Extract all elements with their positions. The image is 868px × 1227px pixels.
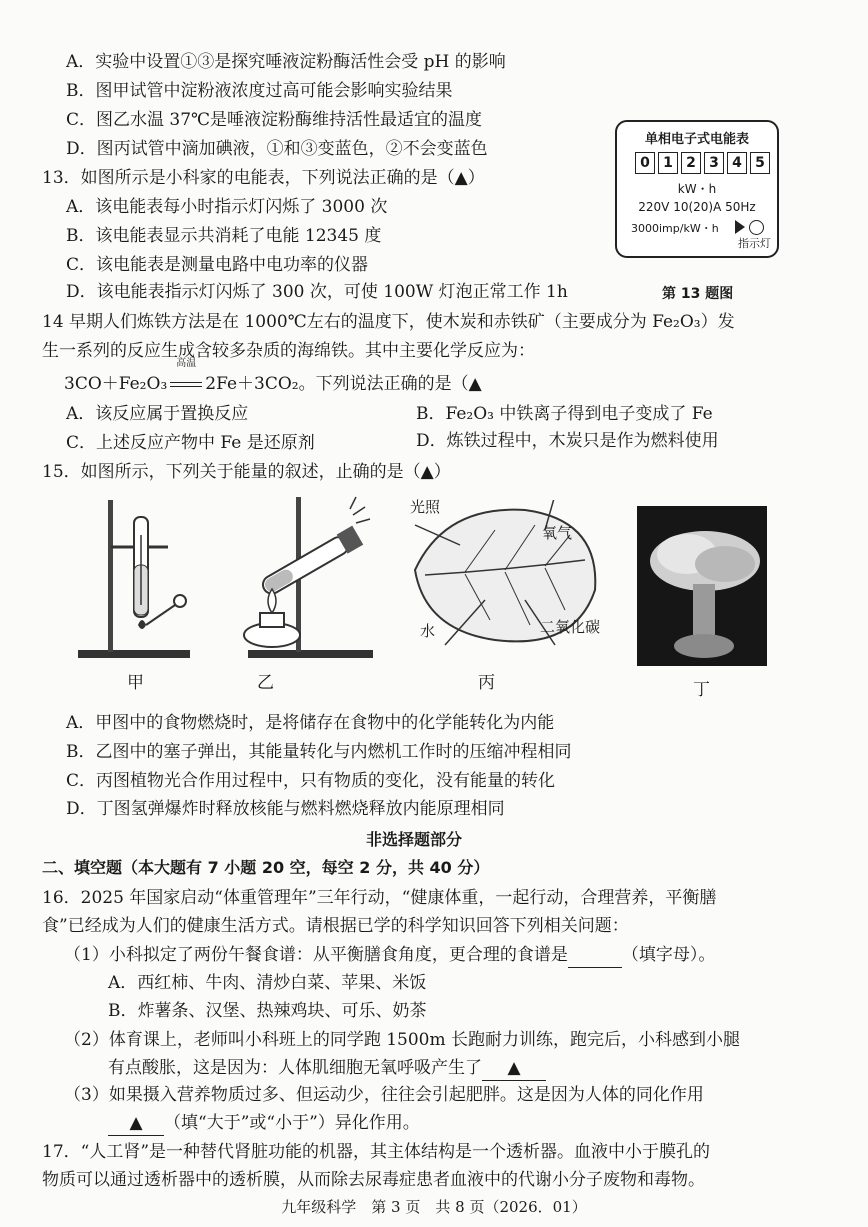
q16-sub3-answer-blank[interactable]: ▲ — [108, 1111, 164, 1136]
q16-line1: 16．2025 年国家启动“体重管理年”三年行动，“健康体重，一起行动，合理营养，平衡膳 — [42, 888, 717, 908]
meter-unit: kW・h — [677, 182, 717, 196]
section-title: 非选择题部分 — [366, 830, 463, 849]
energy-meter-figure — [615, 120, 779, 258]
q12-option-c: C．图乙水温 37℃是唾液淀粉酶维持活性最适宜的温度 — [66, 110, 483, 130]
q13-option-d: D．该电能表指示灯闪烁了 300 次，可使 100W 灯泡正常工作 1h — [66, 282, 568, 302]
q14-stem-line1: 14 早期人们炼铁方法是在 1000℃左右的温度下，使木炭和赤铁矿（主要成分为 Fe₂O₃）发 — [42, 312, 735, 332]
figure-jia-food-burning — [78, 495, 198, 665]
meter-digit: 2 — [681, 152, 701, 174]
q12-option-a: A．实验中设置①③是探究唾液淀粉酶活性会受 pH 的影响 — [66, 52, 506, 72]
q15-option-b: B．乙图中的塞子弹出，其能量转化与内燃机工作时的压缩冲程相同 — [66, 742, 572, 762]
meter-digit: 1 — [658, 152, 678, 174]
q16-line2: 食”已经成为人们的健康生活方式。请根据已学的科学知识回答下列相关问题： — [42, 916, 629, 936]
q16-menu-a: A．西红柿、牛肉、清炒白菜、苹果、米饭 — [108, 973, 427, 993]
equation-left: 3CO＋Fe₂O₃ — [64, 374, 168, 394]
q14-option-b: B．Fe₂O₃ 中铁离子得到电子变成了 Fe — [416, 404, 713, 424]
q16-sub3-text: （填“大于”或“小于”）异化作用。 — [164, 1113, 420, 1133]
q16-sub3-line1: （3）如果摄入营养物质过多、但运动少，往往会引起肥胖。这是因为人体的同化作用 — [64, 1085, 704, 1105]
leaf-label-co2: 二氧化碳 — [540, 618, 601, 636]
figure-label-ding: 丁 — [693, 680, 710, 700]
q17-line1: 17．“人工肾”是一种替代肾脏功能的机器，其主体结构是一个透析器。血液中小于膜孔的 — [42, 1142, 711, 1162]
q14-option-a: A．该反应属于置换反应 — [66, 404, 249, 424]
meter-digit: 5 — [750, 152, 770, 174]
q16-sub2-answer-blank[interactable]: ▲ — [482, 1056, 546, 1081]
q16-sub1-answer-blank[interactable] — [568, 943, 622, 968]
q15-option-a: A．甲图中的食物燃烧时，是将储存在食物中的化学能转化为内能 — [66, 713, 555, 733]
meter-digits — [635, 152, 773, 174]
q16-sub1 — [64, 943, 715, 968]
meter-impulse: 3000imp/kW・h — [631, 222, 719, 235]
q13-option-c: C．该电能表是测量电路中电功率的仪器 — [66, 255, 369, 275]
q14-option-c: C．上述反应产物中 Fe 是还原剂 — [66, 433, 315, 453]
q16-sub2-text: 有点酸胀，这是因为：人体肌细胞无氧呼吸产生了 — [108, 1058, 482, 1078]
q13-figure-caption: 第 13 题图 — [662, 286, 734, 302]
q12-option-d: D．图丙试管中滴加碘液，①和③变蓝色，②不会变蓝色 — [66, 139, 488, 159]
q12-option-b: B．图甲试管中淀粉液浓度过高可能会影响实验结果 — [66, 81, 453, 101]
leaf-label-light: 光照 — [410, 498, 441, 516]
meter-digit: 3 — [704, 152, 724, 174]
indicator-light-icon — [749, 220, 764, 235]
q15-stem: 15．如图所示，下列关于能量的叙述，止确的是（▲） — [42, 462, 451, 482]
indicator-arrow-icon — [735, 220, 745, 234]
meter-digit: 4 — [727, 152, 747, 174]
part2-heading: 二、填空题（本大题有 7 小题 20 空，每空 2 分，共 40 分） — [42, 858, 490, 877]
q13-option-b: B．该电能表显示共消耗了电能 12345 度 — [66, 226, 382, 246]
meter-indicator-label: 指示灯 — [738, 237, 771, 250]
q16-menu-b: B．炸薯条、汉堡、热辣鸡块、可乐、奶茶 — [108, 1001, 427, 1021]
figure-label-yi: 乙 — [257, 673, 274, 693]
q14-stem-line2: 生一系列的反应生成含较多杂质的海绵铁。其中主要化学反应为： — [42, 341, 535, 361]
page-footer: 九年级科学 第 3 页 共 8 页（2026．01） — [281, 1198, 587, 1216]
q16-sub1-suffix: （填字母）。 — [621, 945, 716, 965]
equation-equals-sign — [170, 382, 202, 387]
q13-option-a: A．该电能表每小时指示灯闪烁了 3000 次 — [66, 197, 388, 217]
equation-condition: 高温 — [176, 358, 197, 369]
meter-title: 单相电子式电能表 — [644, 132, 749, 147]
q16-sub1-text: （1）小科拟定了两份午餐食谱：从平衡膳食角度，更合理的食谱是 — [64, 945, 568, 965]
q15-option-d: D．丁图氢弹爆炸时释放核能与燃料燃烧释放内能原理相同 — [66, 799, 505, 819]
equation-right: 2Fe＋3CO₂。下列说法正确的是（▲ — [205, 374, 482, 394]
leaf-label-oxygen: 氧气 — [542, 524, 573, 542]
q16-sub3-line2 — [108, 1111, 420, 1136]
figure-ding-explosion-photo — [637, 506, 767, 666]
figure-label-jia: 甲 — [127, 673, 144, 693]
q13-stem: 13．如图所示是小科家的电能表，下列说法正确的是（▲） — [42, 168, 485, 188]
q17-line2: 物质可以通过透析器中的透析膜，从而除去尿毒症患者血液中的代谢小分子废物和毒物。 — [42, 1170, 705, 1190]
q14-equation — [64, 358, 482, 396]
figure-label-bing: 丙 — [478, 673, 495, 693]
q16-sub2-line1: （2）体育课上，老师叫小科班上的同学跑 1500m 长跑耐力训练，跑完后，小科感到小腿 — [64, 1030, 741, 1050]
q14-option-d: D．炼铁过程中，木炭只是作为燃料使用 — [416, 431, 719, 451]
q16-sub2-line2 — [108, 1056, 546, 1081]
q15-option-c: C．丙图植物光合作用过程中，只有物质的变化，没有能量的转化 — [66, 771, 556, 791]
meter-digit: 0 — [635, 152, 655, 174]
meter-rating: 220V 10(20)A 50Hz — [638, 200, 756, 214]
leaf-label-water: 水 — [420, 622, 436, 640]
figure-yi-stopper-popping — [238, 495, 378, 665]
